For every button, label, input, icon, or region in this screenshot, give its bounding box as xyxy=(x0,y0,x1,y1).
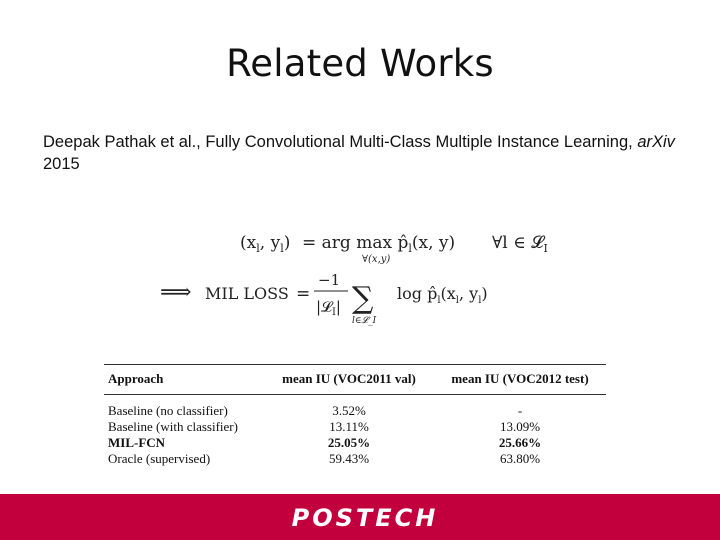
table-body xyxy=(104,395,606,471)
cell-voc2011: 25.05% xyxy=(327,435,371,450)
header-voc2012: mean IU (VOC2012 test) xyxy=(451,371,589,386)
table-header-row xyxy=(104,369,606,389)
eq2-numerator: −1 xyxy=(318,271,341,289)
table-row xyxy=(104,419,606,435)
eq2-label: MIL LOSS xyxy=(205,284,289,303)
cell-approach: Baseline (no classifier) xyxy=(108,403,228,418)
eq1-condition: ∀l ∈ 𝓛$_I$ xyxy=(492,233,548,255)
citation-text: Deepak Pathak et al., Fully Convolutional Multi-Class Multiple Instance Learning, xyxy=(43,133,638,151)
citation xyxy=(43,131,683,175)
table-row xyxy=(104,403,606,419)
eq1-lhs: ($x_l$, $y_l$) xyxy=(240,233,291,255)
logo-wordmark: POSTECH xyxy=(291,505,439,529)
citation-venue: arXiv xyxy=(637,133,675,151)
equation-block xyxy=(150,215,570,330)
citation-year: 2015 xyxy=(43,155,80,173)
cell-approach: Oracle (supervised) xyxy=(108,451,211,466)
cell-voc2012: 13.09% xyxy=(499,419,541,434)
postech-logo-svg xyxy=(260,505,470,529)
sum-symbol-icon: ∑ xyxy=(352,281,374,316)
postech-logo xyxy=(260,505,470,529)
header-voc2011: mean IU (VOC2011 val) xyxy=(282,371,416,386)
cell-voc2012: 63.80% xyxy=(499,451,541,466)
eq2-equals: = xyxy=(296,284,311,304)
results-table xyxy=(104,364,606,471)
eq1-subscript: ∀(x,y) xyxy=(362,254,391,265)
cell-voc2011: 13.11% xyxy=(329,419,369,434)
cell-voc2011: 3.52% xyxy=(332,403,366,418)
eq2-denominator: |𝓛$_I$| xyxy=(316,298,341,318)
cell-approach: MIL-FCN xyxy=(108,435,166,450)
eq1-rhs: = arg $\max p̂_l(x$, y) xyxy=(302,233,456,255)
cell-voc2012: 25.66% xyxy=(498,435,542,450)
implies-arrow-icon: ⟹ xyxy=(160,280,192,305)
header-approach: Approach xyxy=(108,371,164,386)
equation-svg xyxy=(150,215,570,330)
table-top-rule xyxy=(104,364,606,365)
eq2-term: $\log p̂_l(x_l$, $y_l$) xyxy=(397,284,488,306)
cell-approach: Baseline (with classifier) xyxy=(108,419,238,434)
slide-title: Related Works xyxy=(226,42,494,85)
footer-bar xyxy=(0,494,720,540)
eq2-sum-subscript: l∈𝓛_I xyxy=(352,316,377,326)
cell-voc2012: - xyxy=(517,403,523,418)
table-row xyxy=(104,435,606,451)
table-row xyxy=(104,451,606,467)
cell-voc2011: 59.43% xyxy=(328,451,370,466)
